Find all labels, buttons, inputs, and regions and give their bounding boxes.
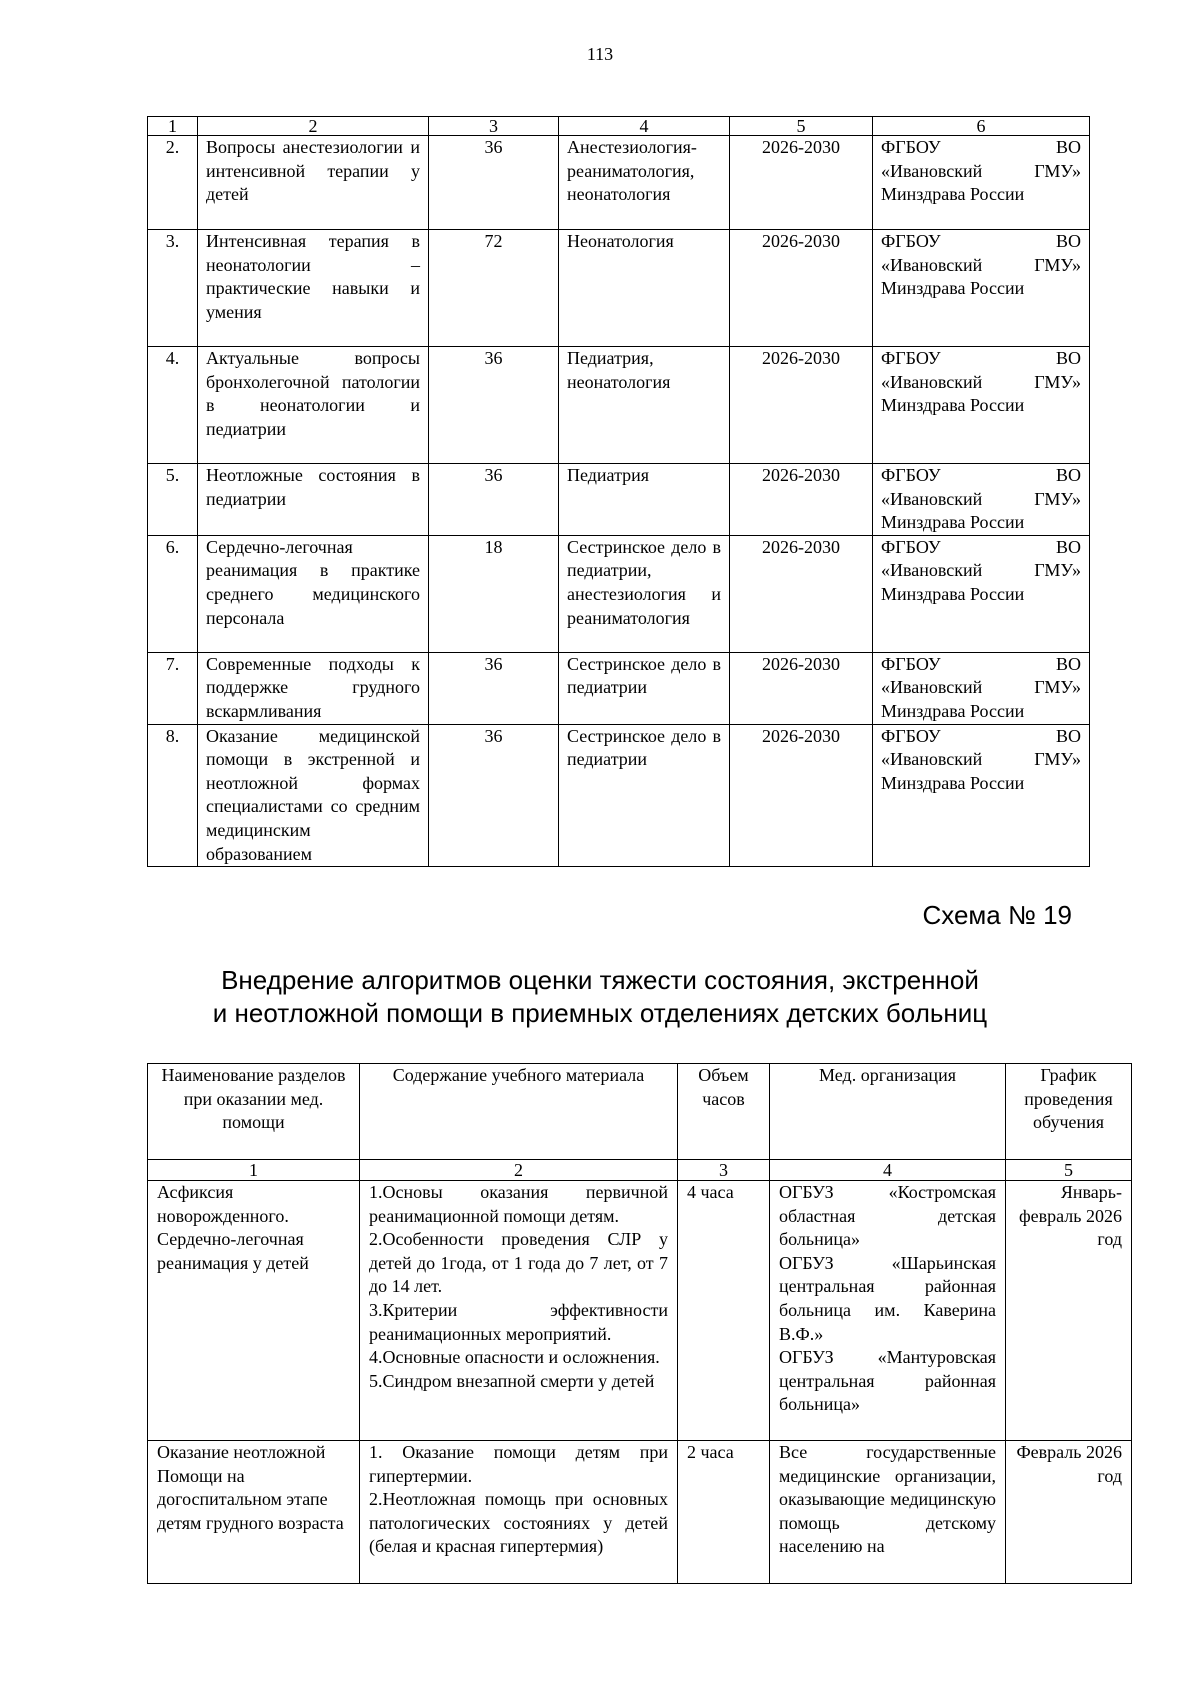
table-row (148, 724, 1090, 867)
table-row (148, 1181, 1132, 1441)
row-number: 8. (148, 724, 198, 867)
column-number: 2 (198, 117, 429, 136)
course-hours: 36 (429, 464, 559, 536)
column-header: Объем часов (678, 1064, 770, 1160)
column-number: 3 (678, 1160, 770, 1181)
row-number: 6. (148, 535, 198, 652)
medical-organizations: ОГБУЗ «Костромская областная детская больница» ОГБУЗ «Шарьинская центральная районная больница им. Каверина В.Ф.» ОГБУЗ «Мантуровская центральная районная больница» (770, 1181, 1006, 1441)
column-header: Мед. организация (770, 1064, 1006, 1160)
course-organization: ФГБОУ ВО «Ивановский ГМУ» Минздрава России (873, 535, 1090, 652)
scheme-title: Внедрение алгоритмов оценки тяжести состояния, экстренной и неотложной помощи в приемных отделениях детских больниц (212, 965, 988, 1028)
table-row (148, 136, 1090, 230)
training-content: 1.Основы оказания первичной реанимационной помощи детям. 2.Особенности проведения СЛР у детей до 1года, от 1 года до 7 лет, от 7 до 14 лет. 3.Критерии эффективности реанимационных мероприятий. 4.Основные опасности и осложнения. 5.Синдром внезапной смерти у детей (360, 1181, 678, 1441)
course-specialty: Неонатология (559, 230, 730, 347)
course-period: 2026-2030 (730, 464, 873, 536)
course-specialty: Анестезиология-реаниматология, неонатология (559, 136, 730, 230)
column-header: Содержание учебного материала (360, 1064, 678, 1160)
table-row (148, 230, 1090, 347)
course-name: Современные подходы к поддержке грудного вскармливания (198, 652, 429, 724)
training-hours: 2 часа (678, 1441, 770, 1584)
course-period: 2026-2030 (730, 230, 873, 347)
course-name: Сердечно-легочная реанимация в практике среднего медицинского персонала (198, 535, 429, 652)
course-hours: 36 (429, 652, 559, 724)
course-hours: 36 (429, 136, 559, 230)
training-hours: 4 часа (678, 1181, 770, 1441)
course-organization: ФГБОУ ВО «Ивановский ГМУ» Минздрава России (873, 230, 1090, 347)
course-specialty: Сестринское дело в педиатрии (559, 652, 730, 724)
courses-table (147, 116, 1090, 867)
table-row (148, 652, 1090, 724)
course-name: Неотложные состояния в педиатрии (198, 464, 429, 536)
training-table-header-row (148, 1064, 1132, 1160)
training-table (147, 1063, 1132, 1584)
column-header: График проведения обучения (1006, 1064, 1132, 1160)
course-name: Оказание медицинской помощи в экстренной и неотложной формах специалистами со средним медицинским образованием (198, 724, 429, 867)
table-row (148, 464, 1090, 536)
course-hours: 72 (429, 230, 559, 347)
course-organization: ФГБОУ ВО «Ивановский ГМУ» Минздрава России (873, 136, 1090, 230)
row-number: 3. (148, 230, 198, 347)
course-period: 2026-2030 (730, 652, 873, 724)
column-header: Наименование разделов при оказании мед. помощи (148, 1064, 360, 1160)
row-number: 7. (148, 652, 198, 724)
course-organization: ФГБОУ ВО «Ивановский ГМУ» Минздрава России (873, 347, 1090, 464)
row-number: 4. (148, 347, 198, 464)
course-specialty: Педиатрия, неонатология (559, 347, 730, 464)
row-number: 5. (148, 464, 198, 536)
table-row (148, 1441, 1132, 1584)
table-row (148, 535, 1090, 652)
page-number: 113 (586, 44, 614, 64)
course-period: 2026-2030 (730, 724, 873, 867)
course-organization: ФГБОУ ВО «Ивановский ГМУ» Минздрава России (873, 464, 1090, 536)
course-hours: 36 (429, 724, 559, 867)
column-number: 5 (1006, 1160, 1132, 1181)
row-number: 2. (148, 136, 198, 230)
column-number: 4 (559, 117, 730, 136)
training-schedule: Февраль 2026 год (1006, 1441, 1132, 1584)
training-schedule: Январь-февраль 2026 год (1006, 1181, 1132, 1441)
course-period: 2026-2030 (730, 535, 873, 652)
course-specialty: Педиатрия (559, 464, 730, 536)
column-number: 1 (148, 117, 198, 136)
course-organization: ФГБОУ ВО «Ивановский ГМУ» Минздрава России (873, 652, 1090, 724)
column-number-row (148, 1160, 1132, 1181)
column-number: 5 (730, 117, 873, 136)
course-name: Вопросы анестезиологии и интенсивной терапии у детей (198, 136, 429, 230)
course-name: Интенсивная терапия в неонатологии – практические навыки и умения (198, 230, 429, 347)
course-hours: 36 (429, 347, 559, 464)
medical-organizations: Все государственные медицинские организации, оказывающие медицинскую помощь детскому населению на (770, 1441, 1006, 1584)
course-hours: 18 (429, 535, 559, 652)
courses-table-header-row (148, 117, 1090, 136)
table-row (148, 347, 1090, 464)
column-number: 3 (429, 117, 559, 136)
column-number: 2 (360, 1160, 678, 1181)
course-period: 2026-2030 (730, 347, 873, 464)
training-content: 1. Оказание помощи детям при гипертермии. 2.Неотложная помощь при основных патологических состояниях у детей (белая и красная гипертермия) (360, 1441, 678, 1584)
course-specialty: Сестринское дело в педиатрии, анестезиология и реаниматология (559, 535, 730, 652)
course-specialty: Сестринское дело в педиатрии (559, 724, 730, 867)
course-organization: ФГБОУ ВО «Ивановский ГМУ» Минздрава России (873, 724, 1090, 867)
section-name: Асфиксия новорожденного. Сердечно-легочная реанимация у детей (148, 1181, 360, 1441)
course-period: 2026-2030 (730, 136, 873, 230)
column-number: 6 (873, 117, 1090, 136)
column-number: 1 (148, 1160, 360, 1181)
section-name: Оказание неотложной Помощи на догоспитальном этапе детям грудного возраста (148, 1441, 360, 1584)
column-number: 4 (770, 1160, 1006, 1181)
course-name: Актуальные вопросы бронхолегочной патологии в неонатологии и педиатрии (198, 347, 429, 464)
scheme-number: Схема № 19 (922, 900, 1072, 930)
